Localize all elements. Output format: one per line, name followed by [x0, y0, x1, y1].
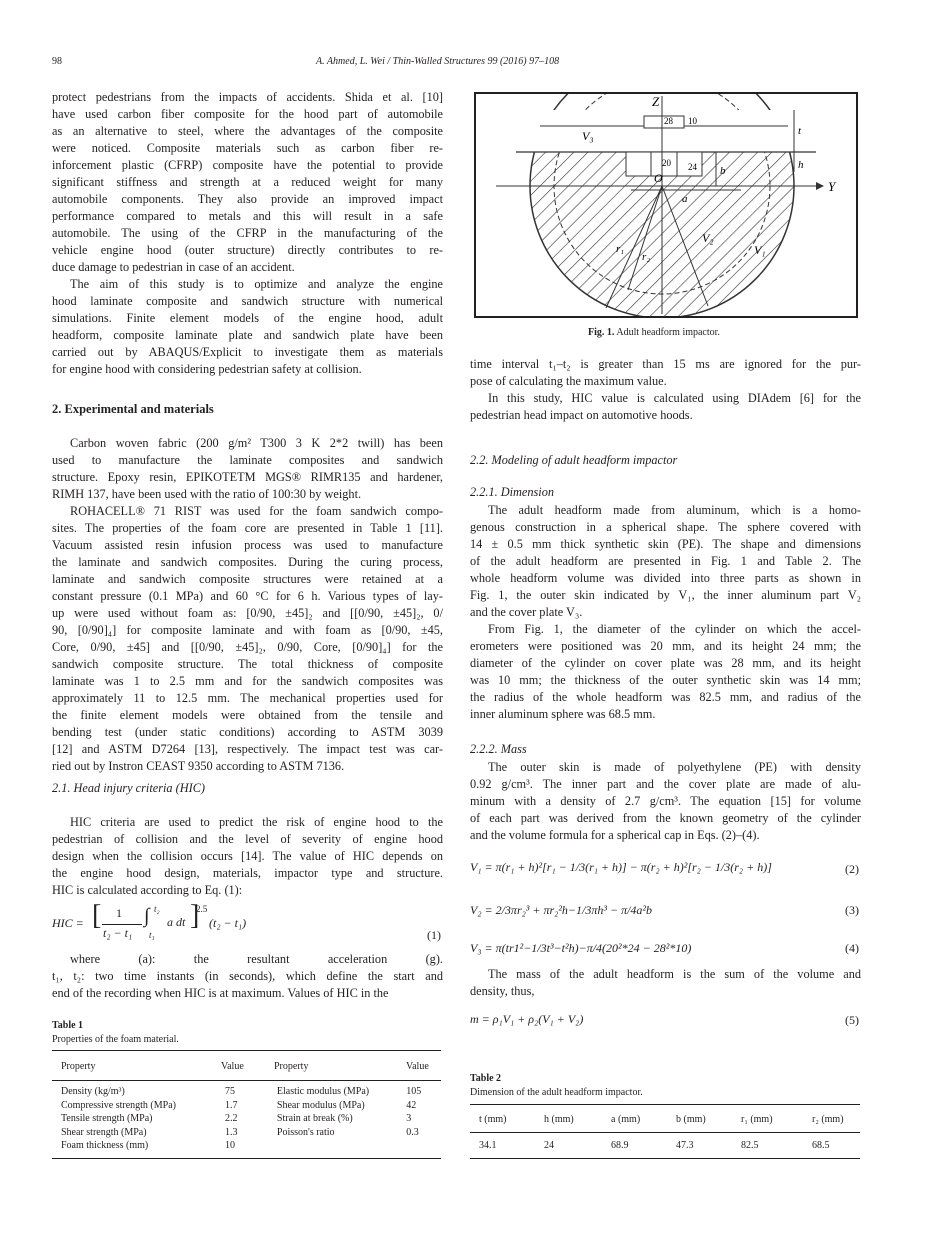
- equation-2-number: (2): [845, 862, 859, 876]
- eq1-tail: (t₂ − t₁): [209, 916, 247, 930]
- table-1-header-property-2: Property: [274, 1061, 309, 1072]
- fig-label-r2: r₂: [642, 251, 651, 263]
- paragraph-diadem: [470, 390, 861, 424]
- table-2-cell: 68.5: [812, 1140, 830, 1151]
- text-line: protect pedestrians from the impacts of accidents. Shida et al. [10]: [52, 90, 443, 104]
- table-2-cell: 47.3: [676, 1140, 694, 1151]
- text-line: of each part was derived from the known geometry of the cylinder: [470, 811, 861, 825]
- text-line: pose of calculating the maximum value.: [470, 374, 667, 388]
- fig-label-v2: V₂: [702, 231, 714, 245]
- eq1-frac-den: t₂ − t₁: [103, 926, 133, 940]
- table-cell: Shear strength (MPa): [61, 1126, 147, 1138]
- table-1-header-property: Property: [61, 1061, 96, 1072]
- table-2-cell: 34.1: [479, 1140, 497, 1151]
- table-row: [61, 1140, 433, 1154]
- table-cell: 0.3: [406, 1126, 419, 1138]
- text-line: simulations. Finite element models of the engine hood, adult: [52, 311, 443, 325]
- text-line: HIC is calculated according to Eq. (1):: [52, 883, 243, 897]
- right-column-dimension: [470, 502, 861, 723]
- text-line: constant pressure (0.1 MPa) and 60 °C for 6 h. Various types of lay-: [52, 589, 443, 603]
- table-cell: 2.2: [225, 1113, 238, 1124]
- paragraph-carbon-fabric: [52, 435, 443, 503]
- table-2-header-cell: h (mm): [544, 1114, 574, 1125]
- paragraph-headform: [470, 502, 861, 621]
- table-2-header-cell: r₁ (mm): [741, 1114, 773, 1125]
- text-line: inforcement plastic (CFRP) composite have the potential to provide: [52, 158, 443, 172]
- equation-3: V₂ = 2/3πr₂³ + πr₂²h−1/3πh³ − π/4a²b: [470, 903, 653, 917]
- text-line: the engine hood design, materials, impactor type and structure.: [52, 866, 443, 880]
- eq1-integrand: a dt: [167, 915, 186, 929]
- text-line: design when the collision occurs [14]. The value of HIC depends on: [52, 849, 443, 863]
- text-line: bending test (under static conditions) according to ASTM 3039: [52, 725, 443, 739]
- running-title: A. Ahmed, L. Wei / Thin-Walled Structures 99 (2016) 97–108: [316, 56, 560, 67]
- eq1-lhs: HIC =: [52, 916, 84, 930]
- fig-label-b: b: [720, 165, 726, 177]
- text-line: were noticed. Composite materials such as carbon fiber re-: [52, 141, 443, 155]
- table-cell: Compressive strength (MPa): [61, 1099, 176, 1111]
- table-row: [61, 1127, 433, 1141]
- text-line: approximately 11 to 12.5 mm. The mechanical properties used for: [52, 691, 443, 705]
- fig-label-h: h: [798, 159, 804, 171]
- equation-4-number: (4): [845, 941, 859, 955]
- eq1-bracket-right: ]: [190, 900, 200, 931]
- section-2-2-2-title: 2.2.2. Mass: [470, 742, 527, 756]
- table-cell: 75: [225, 1086, 236, 1097]
- page-number: 98: [52, 56, 62, 67]
- table-1-label: Table 1: [52, 1020, 84, 1031]
- text-line: for engine hood with considering pedestrian safety at collision.: [52, 362, 362, 376]
- y-axis-arrow: [816, 182, 824, 190]
- text-line: laminate and sandwich composite structures were retained at a: [52, 572, 443, 586]
- text-line: minum with a density of 2.7 g/cm³. The equation [15] for volume: [470, 794, 861, 808]
- text-line: diameter of the cylinder on cover plate was 28 mm, and its height: [470, 656, 861, 670]
- table-2-cell: 82.5: [741, 1140, 759, 1151]
- table-cell: 42: [406, 1099, 417, 1111]
- text-line: significant stiffness and strength at a reduced weight for many: [52, 175, 443, 189]
- figure-1-caption: [588, 327, 720, 338]
- fig-label-v3: V₃: [582, 129, 594, 143]
- left-column-hic: [52, 814, 443, 899]
- table-2-cell: 24: [544, 1140, 554, 1151]
- right-column-mass: [470, 759, 861, 844]
- table-2-caption: Dimension of the adult headform impactor.: [470, 1087, 643, 1098]
- text-line: as an alternative to steel, where the advantages of the composite: [52, 124, 443, 138]
- paragraph-foam: [52, 503, 443, 775]
- eq1-frac-num: 1: [116, 906, 122, 920]
- text-line: Fig. 1, the outer skin indicated by V₁, the inner aluminum part V₂: [470, 588, 861, 602]
- table-cell: 105: [406, 1086, 422, 1097]
- table-2-cell: 68.9: [611, 1140, 629, 1151]
- table-1-header-rule: [52, 1080, 441, 1081]
- paragraph-mass: [470, 759, 861, 844]
- text-line: erometers were positioned was 20 mm, and its height 24 mm; the: [470, 639, 861, 653]
- text-line: density, thus,: [470, 984, 535, 998]
- eq1-integral: ∫: [144, 905, 150, 927]
- eq1-frac-bar: [102, 924, 142, 925]
- equation-5-number: (5): [845, 1013, 859, 1027]
- section-2-2-title: 2.2. Modeling of adult headform impactor: [470, 453, 678, 467]
- fig-label-a: a: [682, 193, 688, 205]
- fig-label-v1: V₁: [754, 243, 766, 257]
- table-cell: [277, 1140, 406, 1154]
- text-line: the radius of the whole headform was 82.5 mm, and radius of the: [470, 690, 861, 704]
- paragraph-intro: [52, 89, 443, 276]
- text-line: and the cover plate V₃.: [470, 605, 583, 619]
- text-line: In this study, HIC value is calculated using DIAdem [6] for the: [488, 391, 861, 405]
- text-line: end of the recording when HIC is at maximum. Values of HIC in the: [52, 986, 389, 1000]
- text-line: hood laminate composite and sandwich structure with numerical: [52, 294, 443, 308]
- eq1-int-lower: t₁: [149, 930, 155, 940]
- table-cell: Strain at break (%): [276, 1113, 353, 1124]
- left-column-after-eq1: [52, 951, 443, 1002]
- table-2-header-cell: a (mm): [611, 1114, 641, 1125]
- section-2-title: 2. Experimental and materials: [52, 402, 214, 416]
- text-line: 90, [0/90]₄] for composite laminate and with foam as [0/90, ±45,: [52, 623, 443, 637]
- eq1-number: (1): [427, 928, 441, 942]
- text-line: Carbon woven fabric (200 g/m² T300 3 K 2*2 twill) has been: [70, 436, 443, 450]
- paragraph-time-interval: [470, 356, 861, 390]
- text-line: was 10 mm; the thickness of the outer synthetic skin was 14 mm;: [470, 673, 861, 687]
- section-2-2-1-title: 2.2.1. Dimension: [470, 485, 555, 499]
- text-line: RIMH 137, have been used with the ratio of 100:30 by weight.: [52, 487, 362, 501]
- figure-1-caption-text: Adult headform impactor.: [616, 327, 720, 338]
- table-1-header-value-2: Value: [406, 1061, 429, 1072]
- table-2-header-cell: r₂ (mm): [812, 1114, 844, 1125]
- fig-label-z: Z: [652, 94, 660, 109]
- table-cell: 1.3: [225, 1126, 238, 1138]
- table-1-header-value: Value: [221, 1061, 244, 1072]
- outer-skin-hatch: [476, 152, 856, 316]
- figure-1: [474, 92, 858, 318]
- paragraph-cylinder: [470, 621, 861, 723]
- text-line: and the volume formula for a spherical cap in Eqs. (2)–(4).: [470, 828, 760, 842]
- text-line: 0.92 g/cm³. The inner part and the cover plate are made of alu-: [470, 777, 861, 791]
- text-line: sandwich composite structure. The total thickness of composite: [52, 657, 443, 671]
- fig-label-r1: r₁: [616, 243, 625, 255]
- table-2-bottom-rule: [470, 1158, 860, 1159]
- text-line: headform, composite laminate plate and sandwich plate have been: [52, 328, 443, 342]
- table-2-header-cell: b (mm): [676, 1114, 706, 1125]
- equation-2: V₁ = π(r₁ + h)²[r₁ − 1/3(r₁ + h)] − π(r₂ + h)²[r₂ − 1/3(r₂ + h)]: [470, 860, 772, 874]
- text-line: performance compared to metals and this will result in a safe: [52, 209, 443, 223]
- text-line: automobile. The using of the CFRP in the manufacturing of the: [52, 226, 443, 240]
- table-1-top-rule: [52, 1050, 441, 1051]
- text-line: [12] and ASTM D7264 [13], respectively. The impact test was car-: [52, 742, 443, 756]
- eq1-exponent: 2.5: [196, 904, 208, 914]
- text-line: ried out by Instron CEAST 9350 according to ASTM 7136.: [52, 759, 345, 773]
- text-line: where (a): the resultant acceleration (g).: [70, 952, 443, 966]
- text-line: The adult headform made from aluminum, which is a homo-: [488, 503, 861, 517]
- table-1-caption: Properties of the foam material.: [52, 1034, 179, 1045]
- equation-4: V₃ = π(tr1²−1/3t³−t²h)−π/4(20²*24 − 28²*10): [470, 941, 692, 955]
- table-2-label: Table 2: [470, 1073, 502, 1084]
- text-line: the laminate and sandwich composites. During the curing process,: [52, 555, 443, 569]
- text-line: laminate was 1 to 2.5 mm and for the sandwich composites was: [52, 674, 443, 688]
- paragraph-hic-def: [52, 951, 443, 1002]
- text-line: duce damage to pedestrian in case of an accident.: [52, 260, 295, 274]
- figure-1-caption-label: Fig. 1.: [588, 327, 615, 338]
- equation-3-number: (3): [845, 903, 859, 917]
- text-line: Vacuum assisted resin infusion process was used to manufacture: [52, 538, 443, 552]
- table-cell: 3: [406, 1113, 412, 1124]
- table-cell: Foam thickness (mm): [61, 1140, 149, 1151]
- text-line: pedestrian head impact on automotive hoods.: [470, 408, 693, 422]
- right-column: [470, 356, 861, 424]
- text-line: have used carbon fiber composite for the hood part of automobile: [52, 107, 443, 121]
- text-line: The outer skin is made of polyethylene (PE) with density: [488, 760, 861, 774]
- paragraph-hic: [52, 814, 443, 899]
- eq1-bracket-left: [: [92, 900, 102, 931]
- table-2-header-cell: t (mm): [479, 1114, 507, 1125]
- text-line: automobile components. They also provide an improved impact: [52, 192, 443, 206]
- table-row: [61, 1113, 433, 1127]
- text-line: the finite element models were obtained from the tensile and: [52, 708, 443, 722]
- table-cell: Shear modulus (MPa): [276, 1099, 365, 1111]
- text-line: The mass of the adult headform is the sum of the volume and: [488, 967, 861, 981]
- table-cell: Density (kg/m³): [61, 1086, 125, 1097]
- left-column: [52, 89, 443, 378]
- table-1-bottom-rule: [52, 1158, 441, 1159]
- figure-1-svg: [476, 94, 856, 316]
- text-line: HIC criteria are used to predict the risk of engine hood to the: [70, 815, 443, 829]
- text-line: t₁, t₂: two time instants (in seconds), which define the start and: [52, 969, 443, 983]
- section-2-1-title: 2.1. Head injury criteria (HIC): [52, 781, 206, 795]
- text-line: inner aluminum sphere was 68.5 mm.: [470, 707, 656, 721]
- right-column-after-eqs: [470, 966, 861, 1000]
- text-line: up were used without foam as: [0/90, ±45]₂ and [[0/90, ±45]₂, 0/: [52, 606, 443, 620]
- text-line: The aim of this study is to optimize and analyze the engine: [70, 277, 443, 291]
- text-line: genous construction in a spherical shape. The sphere covered with: [470, 520, 861, 534]
- table-cell: [406, 1140, 433, 1154]
- table-cell: 1.7: [225, 1099, 238, 1111]
- paragraph-mass-sum: [470, 966, 861, 1000]
- text-line: vehicle engine hood (outer structure) directly contributes to re-: [52, 243, 443, 257]
- text-line: From Fig. 1, the diameter of the cylinder on which the accel-: [488, 622, 861, 636]
- equation-5: m = ρ₁V₁ + ρ₂(V₁ + V₂): [470, 1012, 584, 1026]
- table-cell: Elastic modulus (MPa): [276, 1086, 370, 1097]
- table-cell: 10: [225, 1140, 236, 1151]
- table-2-header-rule: [470, 1132, 860, 1133]
- table-1: [61, 1086, 433, 1154]
- text-line: whole headform volume was divided into three parts as shown in: [470, 571, 861, 585]
- text-line: of the adult headform are presented in Fig. 1 and Table 2. The: [470, 554, 861, 568]
- table-row: [61, 1100, 433, 1114]
- fig-label-10: 10: [688, 116, 697, 126]
- fig-label-y: Y: [828, 179, 836, 194]
- text-line: sites. The properties of the foam core are presented in Table 1 [11].: [52, 521, 443, 535]
- table-cell: Poisson's ratio: [276, 1126, 335, 1138]
- fig-label-28: 28: [664, 116, 673, 126]
- text-line: 14 ± 0.5 mm thick synthetic skin (PE). The shape and dimensions: [470, 537, 861, 551]
- table-row: [61, 1086, 433, 1100]
- eq1-int-upper: t₂: [154, 904, 160, 914]
- text-line: structure. Epoxy resin, EPIKOTETM MGS® RIMR135 and hardener,: [52, 470, 443, 484]
- fig-label-t: t: [798, 125, 802, 137]
- text-line: ROHACELL® 71 RIST was used for the foam sandwich compo-: [70, 504, 443, 518]
- text-line: carried out by ABAQUS/Explicit to investigate them as materials: [52, 345, 443, 359]
- fig-label-o: O: [654, 171, 663, 185]
- text-line: used to manufacture the laminate composites and sandwich: [52, 453, 443, 467]
- table-cell: Tensile strength (MPa): [61, 1113, 153, 1124]
- left-column-materials: [52, 435, 443, 775]
- paragraph-aim: [52, 276, 443, 378]
- text-line: pedestrian of collision and the level of severity of engine hood: [52, 832, 443, 846]
- fig-label-20: 20: [662, 158, 671, 168]
- text-line: Core, 0/90, ±45] and [[0/90, ±45]₂, 0/90, Core, [0/90]₄] for the: [52, 640, 443, 654]
- table-2-top-rule: [470, 1104, 860, 1105]
- fig-label-24: 24: [688, 162, 697, 172]
- text-line: time interval t₁–t₂ is greater than 15 ms are ignored for the pur-: [470, 357, 861, 371]
